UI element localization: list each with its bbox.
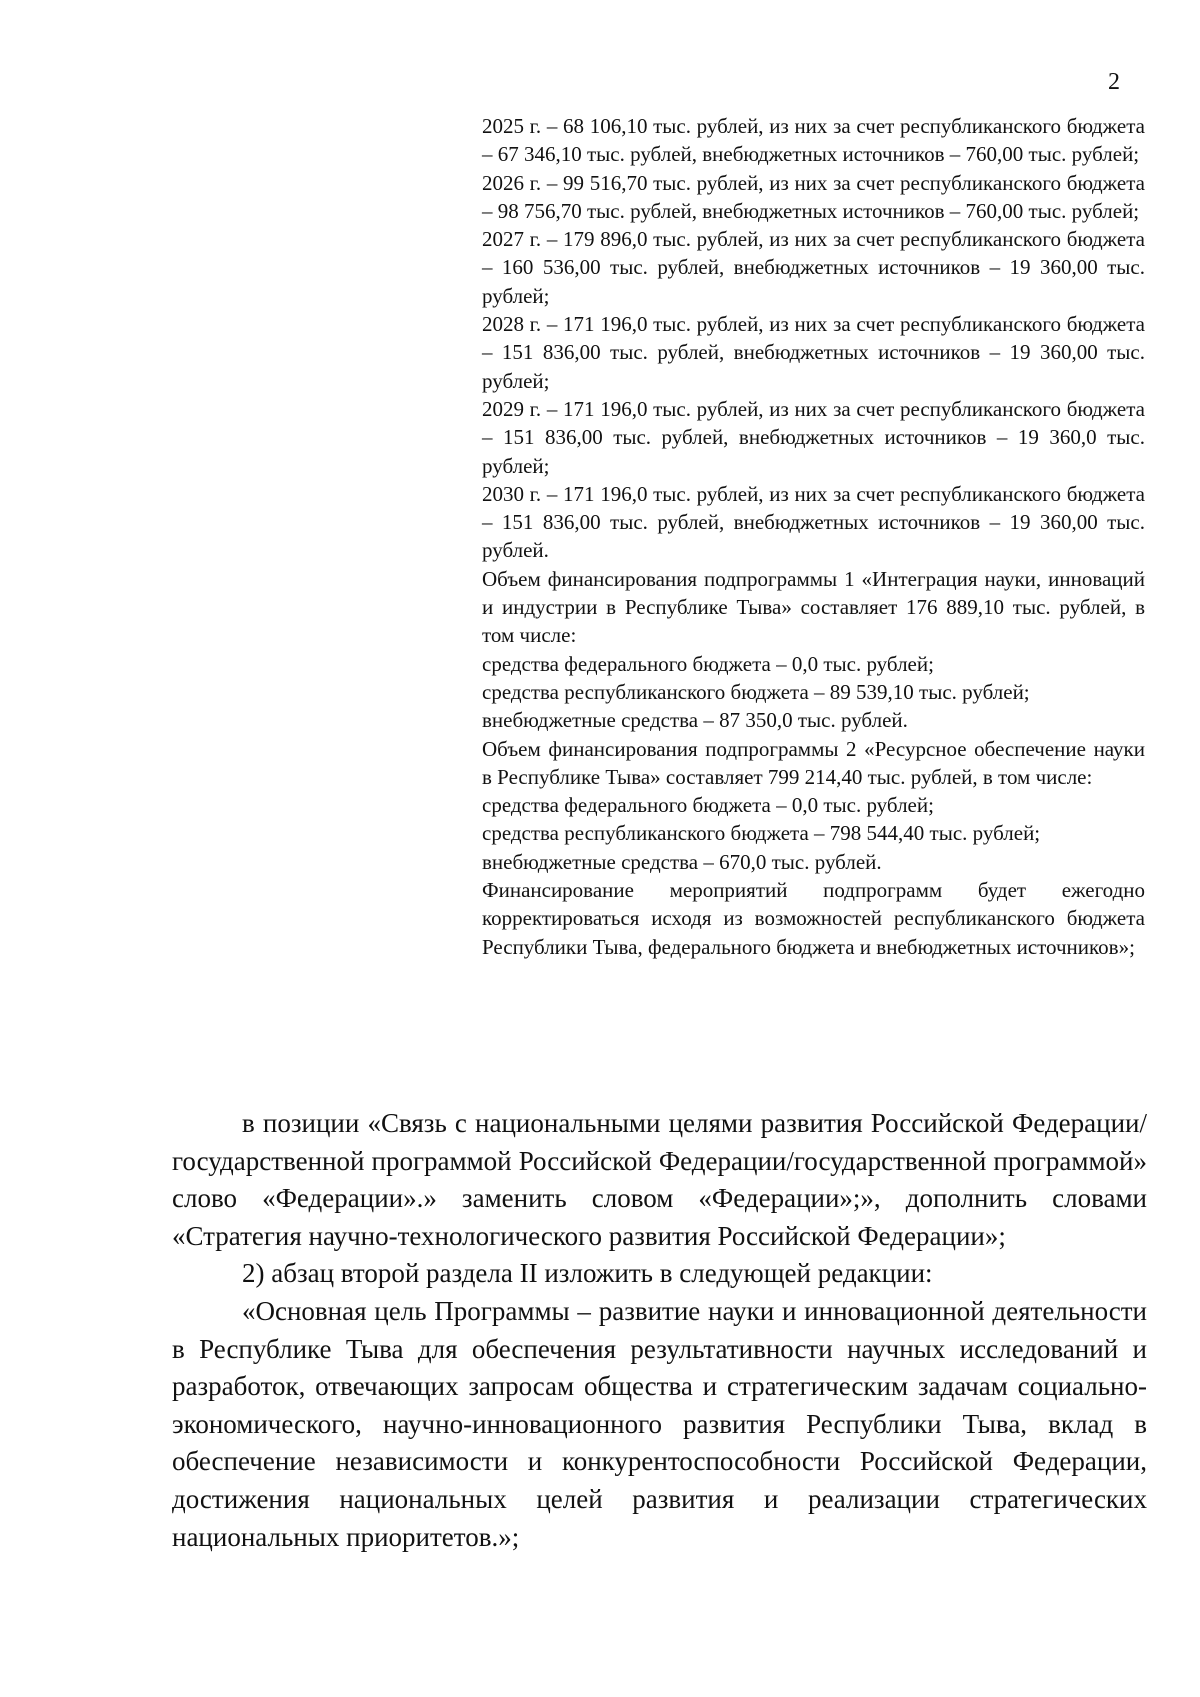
- body-paragraph-position: в позиции «Связь с национальными целями развития Российской Федерации/государственной программой Российской Федерации/государственной программой» слово «Федерации».» заменить словом «Федерации»;», дополнить словами «Стратегия научно-технологического развития Российской Федерации»;: [172, 1108, 1147, 1251]
- subprogram-1-volume: Объем финансирования подпрограммы 1 «Интеграция науки, инноваций и индустрии в Республике Тыва» составляет 176 889,10 тыс. рублей, в том числе:: [482, 566, 1145, 648]
- subprogram-2-volume: Объем финансирования подпрограммы 2 «Ресурсное обеспечение науки в Республике Тыва» составляет 799 214,40 тыс. рублей, в том числе:: [482, 736, 1145, 789]
- subprogram-2-republican: средства республиканского бюджета – 798 544,40 тыс. рублей;: [482, 821, 1041, 846]
- subprogram-1-extrabudgetary: внебюджетные средства – 87 350,0 тыс. рублей.: [482, 708, 908, 733]
- financing-2025: 2025 г. – 68 106,10 тыс. рублей, из них за счет республиканского бюджета – 67 346,10 тыс. рублей, внебюджетных источников – 760,00 тыс. рублей;: [482, 114, 1145, 167]
- financing-2030: 2030 г. – 171 196,0 тыс. рублей, из них за счет республиканского бюджета – 151 836,00 тыс. рублей, внебюджетных источников – 19 360,00 тыс. рублей.: [482, 481, 1145, 563]
- financing-2028: 2028 г. – 171 196,0 тыс. рублей, из них за счет республиканского бюджета – 151 836,00 тыс. рублей, внебюджетных источников – 19 360,00 тыс. рублей;: [482, 312, 1145, 393]
- document-body: [172, 1105, 1147, 1556]
- subprogram-1-federal: средства федерального бюджета – 0,0 тыс. рублей;: [482, 651, 934, 676]
- financing-2027: 2027 г. – 179 896,0 тыс. рублей, из них за счет республиканского бюджета – 160 536,00 тыс. рублей, внебюджетных источников – 19 360,00 тыс. рублей;: [482, 227, 1145, 308]
- financing-2029: 2029 г. – 171 196,0 тыс. рублей, из них за счет республиканского бюджета – 151 836,00 тыс. рублей, внебюджетных источников – 19 360,0 тыс. рублей;: [482, 396, 1145, 478]
- body-paragraph-main-goal: «Основная цель Программы – развитие науки и инновационной деятельности в Республике Тыва для обеспечения результативности научных исследований и разработок, отвечающих запросам общества и стратегическим задачам социально-экономического, научно-инновационного развития Республики Тыва, вклад в обеспечение независимости и конкурентоспособности Российской Федерации, достижения национальных целей развития и реализации стратегических национальных приоритетов.»;: [172, 1295, 1147, 1552]
- passport-financing-column: [482, 112, 1145, 961]
- subprogram-2-extrabudgetary: внебюджетные средства – 670,0 тыс. рублей.: [482, 849, 882, 874]
- subprogram-2-federal: средства федерального бюджета – 0,0 тыс. рублей;: [482, 793, 934, 818]
- financing-adjustment-note: Финансирование мероприятий подпрограмм будет ежегодно корректироваться исходя из возможностей республиканского бюджета Республики Тыва, федерального бюджета и внебюджетных источников»;: [482, 878, 1145, 959]
- page-number: 2: [1108, 69, 1120, 95]
- subprogram-1-republican: средства республиканского бюджета – 89 539,10 тыс. рублей;: [482, 679, 1030, 704]
- body-paragraph-section-ii: 2) абзац второй раздела II изложить в следующей редакции:: [242, 1258, 933, 1289]
- financing-2026: 2026 г. – 99 516,70 тыс. рублей, из них за счет республиканского бюджета – 98 756,70 тыс. рублей, внебюджетных источников – 760,00 тыс. рублей;: [482, 170, 1145, 223]
